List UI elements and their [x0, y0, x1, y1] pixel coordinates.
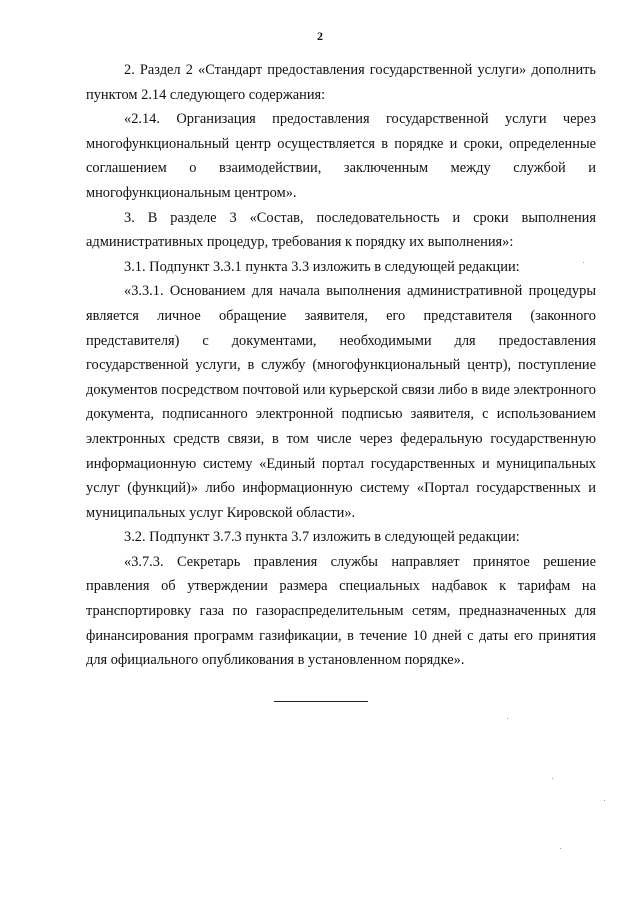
scan-speck — [560, 848, 561, 849]
paragraph-subclause-3-1: 3.1. Подпункт 3.3.1 пункта 3.3 изложить в следующей редакции: — [124, 258, 520, 275]
scan-speck — [604, 800, 605, 801]
page-number: 2 — [317, 29, 323, 43]
paragraph-section-3-amendment: 3. В разделе 3 «Состав, последовательность и сроки выполнения административных процедур, требования к порядку их выполнения»: — [86, 209, 596, 251]
end-separator-line — [274, 701, 368, 702]
scan-speck — [583, 262, 584, 263]
paragraph-section-2-amendment: 2. Раздел 2 «Стандарт предоставления государственной услуги» дополнить пунктом 2.14 следующего содержания: — [86, 62, 596, 103]
document-body — [86, 58, 596, 673]
paragraph-subclause-3-2: 3.2. Подпункт 3.7.3 пункта 3.7 изложить в следующей редакции: — [124, 529, 520, 546]
paragraph-clause-3-7-3: «3.7.3. Секретарь правления службы направляет принятое решение правления об утверждении размера специальных надбавок к тарифам на транспортировку газа по газораспределительным сетям, предназначенных для финансирования программ газификации, в течение 10 дней с даты его принятия для официального опубликования в установленном порядке». — [86, 553, 596, 669]
paragraph-clause-2-14: «2.14. Организация предоставления государственной услуги через многофункциональный центр осуществляется в порядке и сроки, определенные соглашением о взаимодействии, заключенным между службой и многофункциональным центром». — [86, 111, 596, 201]
paragraph-clause-3-3-1: «3.3.1. Основанием для начала выполнения административной процедуры является личное обращение заявителя, его представителя (законного представителя) с документами, необходимыми для предоставления государственной услуги, в службу (многофункциональный центр), поступление документов посредством почтовой или курьерской связи либо в виде электронного документа, подписанного электронной подписью заявителя, с использованием электронных средств связи, в том числе через федеральную государственную информационную систему «Единый портал государственных и муниципальных услуг (функций)» либо информационную систему «Портал государственных и муниципальных услуг Кировской области». — [86, 283, 596, 521]
scan-speck — [507, 718, 508, 719]
scan-speck — [552, 778, 553, 779]
